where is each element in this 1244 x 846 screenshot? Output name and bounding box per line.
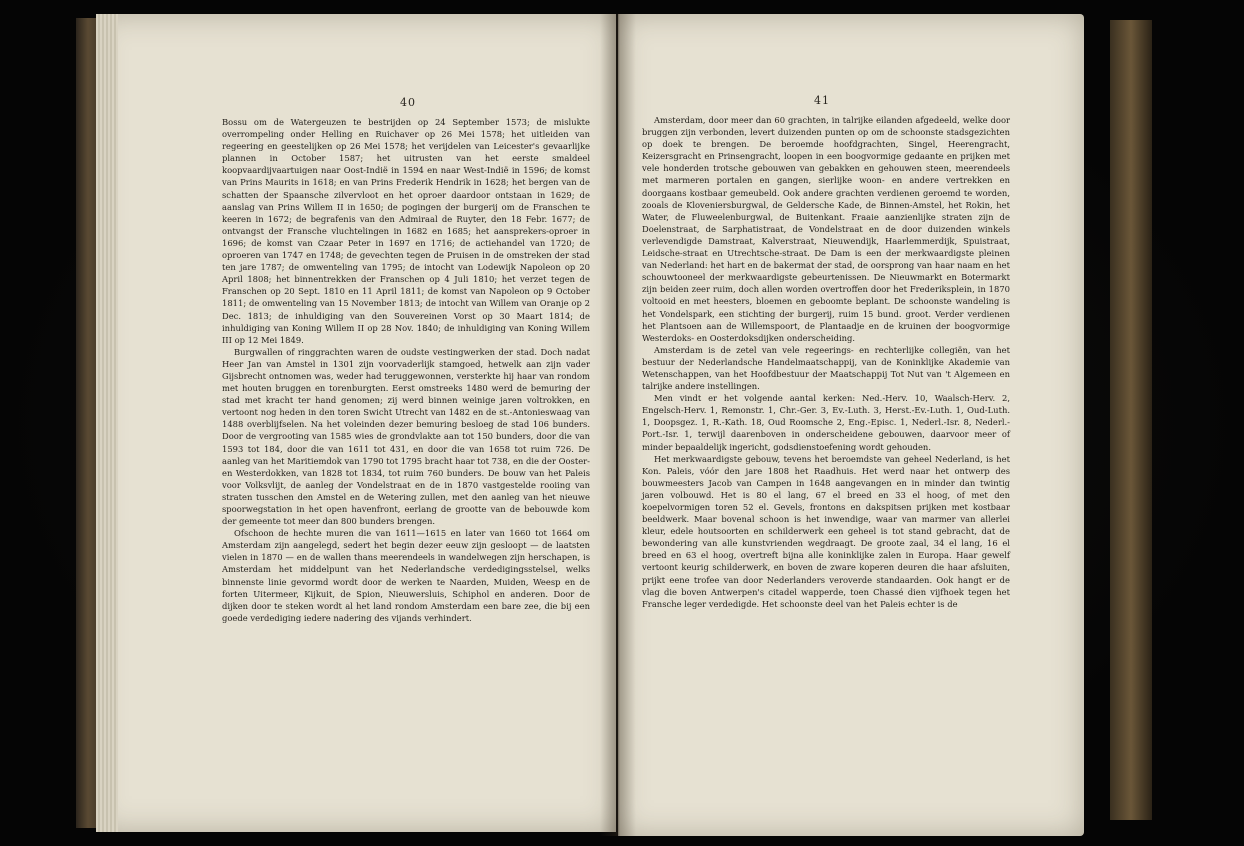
right-paragraph: Het merkwaardigste gebouw, tevens het beroemdste van geheel Nederland, is het Kon. Paleis, vóór den jare 1808 het Raadhuis. Het werd naar het ontwerp des bouwmeesters Jacob van Campen in 1648 aangevangen en in minder dan twintig jaren volbouwd. Het is 80 el lang, 67 el breed en 33 el hoog, of met den koepelvormigen toren 52 el. Gevels, frontons en dakspitsen prijken met kostbaar beeldwerk. Maar bovenal schoon is het inwendige, waar van marmer van allerlei kleur, edele houtsoorten en schilderwerk een geheel is tot stand gebracht, dat de bewondering van alle kunstvrienden wegdraagt. De groote zaal, 34 el lang, 16 el breed en 63 el hoog, overtreft bijna alle koninklijke zalen in Europa. Haar gewelf vertoont keurig schilderwerk, en boven de zware koperen deuren die haar afsluiten, prijkt eene trofee van door Nederlanders veroverde standaarden. Ook hangt er de vlag die boven Antwerpen's citadel wapperde, toen Chassé dien vijfhoek tegen het Fransche leger verdedigde. Het schoonste deel van het Paleis echter is de bbox=[642, 453, 1010, 609]
page-number-left: 40 bbox=[400, 96, 416, 109]
left-paragraph: Bossu om de Watergeuzen te bestrijden op 24 September 1573; de mislukte overrompeling onder Helling en Ruichaver op 26 Mei 1578; het uitleiden van regeering en geestelijken op 26 Mei 1578; het verijdelen van Leicester's gevaarlijke plannen in October 1587; het uitrusten van het eerste smaldeel koopvaardijvaartuigen naar Oost-Indië in 1594 en naar West-Indië in 1596; de komst van Prins Maurits in 1618; en van Prins Frederik Hendrik in 1628; het bergen van de schatten der Spaansche zilvervloot en het oproer daardoor ontstaan in 1629; de aanslag van Prins Willem II in 1650; de pogingen der burgerij om de Franschen te keeren in 1672; de begrafenis van den Admiraal de Ruyter, den 18 Febr. 1677; de ontvangst der Fransche vluchtelingen in 1682 en 1685; het aansprekers-oproer in 1696; de komst van Czaar Peter in 1697 en 1716; de actiehandel van 1720; de oproeren van 1747 en 1748; de gevechten tegen de Pruisen in de omstreken der stad ten jare 1787; de omwenteling van 1795; de intocht van Lodewijk Napoleon op 20 April 1808; het binnentrekken der Franschen op 4 Juli 1810; het verzet tegen de Franschen op 20 Sept. 1810 en 11 April 1811; de komst van Napoleon op 9 October 1811; de omwenteling van 15 November 1813; de intocht van Willem van Oranje op 2 Dec. 1813; de inhuldiging van den Souvereinen Vorst op 30 Maart 1814; de inhuldiging van Koning Willem II op 28 Nov. 1840; de inhuldiging van Koning Willem III op 12 Mei 1849. bbox=[222, 117, 590, 345]
left-paragraph: Ofschoon de hechte muren die van 1611—1615 en later van 1660 tot 1664 om Amsterdam zijn aangelegd, sedert het begin dezer eeuw zijn gesloopt — de laatsten vielen in 1870 — en de wallen thans meerendeels in wandelwegen zijn herschapen, is Amsterdam het middelpunt van het Nederlandsche verdedigingsstelsel, welks binnenste linie gevormd wordt door de werken te Naarden, Muiden, Weesp en de forten Uitermeer, Kijkuit, de Spion, Nieuwersluis, Schiphol en anderen. Door de dijken door te steken wordt al het land rondom Amsterdam een bare zee, die bij een goede verdediging iedere nadering des vijands verhindert. bbox=[222, 528, 590, 623]
right-paragraph: Amsterdam, door meer dan 60 grachten, in talrijke eilanden afgedeeld, welke door bruggen zijn verbonden, levert duizenden punten op om de schoonste stadsgezichten op doek te brengen. De beroemde hoofdgrachten, Singel, Heerengracht, Keizersgracht en Prinsengracht, loopen in een boogvormige gedaante en prijken met vele honderden trotsche gebouwen van gebakken en gehouwen steen, meerendeels met marmeren portalen en gangen, sierlijke woon- en andere vertrekken en doorgaans kostbaar gemeubeld. Ook andere grachten verdienen geroemd te worden, zooals de Kloveniersburgwal, de Geldersche Kade, de Binnen-Amstel, het Rokin, het Water, de Fluweelenburgwal, de Buitenkant. Fraaie aanzienlijke straten zijn de Doelenstraat, de Sarphatistraat, de Vondelstraat en de door duizenden winkels verlevendigde Damstraat, Kalverstraat, Nieuwendijk, Haarlemmerdijk, Spuistraat, Leidsche-straat en Utrechtsche-straat. De Dam is een der merkwaardigste pleinen van Nederland: het hart en de bakermat der stad, de oorsprong van haar naam en het schouwtooneel der merkwaardigste gebeurtenissen. De Nieuwmarkt en Botermarkt zijn beiden zeer ruim, doch allen worden overtroffen door het Frederiksplein, in 1870 voltooid en met heesters, bloemen en geboomte beplant. De schoonste wandeling is het Vondelspark, een stichting der burgerij, ruim 15 bund. groot. Verder verdienen het Plantsoen aan de Willemspoort, de Plantaadje en de kruinen der boogvormige Westerdoks- en Oosterdoksdijken onderscheiding. bbox=[642, 115, 1010, 343]
book-gutter bbox=[600, 14, 636, 836]
left-paragraph: Burgwallen of ringgrachten waren de oudste vestingwerken der stad. Doch nadat Heer Jan van Amstel in 1301 zijn voorvaderlijk stamgoed, hetwelk aan zijn vader Gijsbrecht ontnomen was, weder had teruggewonnen, versterkte hij haar van rondom met houten bruggen en torenburgten. Eerst omstreeks 1480 werd de bemuring der stad met kracht ter hand genomen; zij werd binnen weinige jaren voltrokken, en vertoont nog heden in den toren Swicht Utrecht van 1482 en de st.-Antonieswaag van 1488 overblijfselen. Na het voleinden dezer bemuring besloeg de stad 106 bunders. Door de vergrooting van 1585 wies de grondvlakte aan tot 150 bunders, door die van 1593 tot 184, door die van 1611 tot 431, en door die van 1658 tot ruim 726. De aanleg van het Maritiemdok van 1790 tot 1795 bracht haar tot 738, en die der Ooster- en Westerdokken, van 1828 tot 1834, tot ruim 760 bunders. De bouw van het Paleis voor Volksvlijt, de aanleg der Vondelstraat en de in 1870 vastgestelde rooiing van straten tusschen den Amstel en de Wetering zullen, met den aanleg van het nieuwe spoorwegstation in het open havenfront, eerlang de grootte van de bebouwde kom der gemeente tot meer dan 800 bunders brengen. bbox=[222, 346, 590, 527]
page-edges bbox=[96, 14, 118, 832]
right-paragraph: Men vindt er het volgende aantal kerken: Ned.-Herv. 10, Waalsch-Herv. 2, Engelsch-Herv. 1, Remonstr. 1, Chr.-Ger. 3, Ev.-Luth. 3, Herst.-Ev.-Luth. 1, Oud-Luth. 1, Doopsgez. 1, R.-Kath. 18, Oud Roomsche 2, Eng.-Episc. 1, Nederl.-Isr. 8, Nederl.-Port.-Isr. 1, terwijl daarenboven in onderscheidene gebouwen, daarvoor meer of minder bepaaldelijk ingericht, godsdienstoefening wordt gehouden. bbox=[642, 393, 1010, 452]
right-paragraph: Amsterdam is de zetel van vele regeerings- en rechterlijke collegiën, van het bestuur der Nederlandsche Handelmaatschappij, van de Koninklijke Akademie van Wetenschappen, van het Hoofdbestuur der Maatschappij Tot Nut van 't Algemeen en talrijke andere instellingen. bbox=[642, 344, 1010, 392]
left-page bbox=[96, 14, 616, 832]
book-cover-right-edge bbox=[1110, 20, 1152, 820]
right-page-body bbox=[642, 114, 1010, 610]
left-page-body bbox=[222, 116, 590, 624]
page-number-right: 41 bbox=[814, 94, 830, 107]
right-page bbox=[618, 14, 1084, 836]
